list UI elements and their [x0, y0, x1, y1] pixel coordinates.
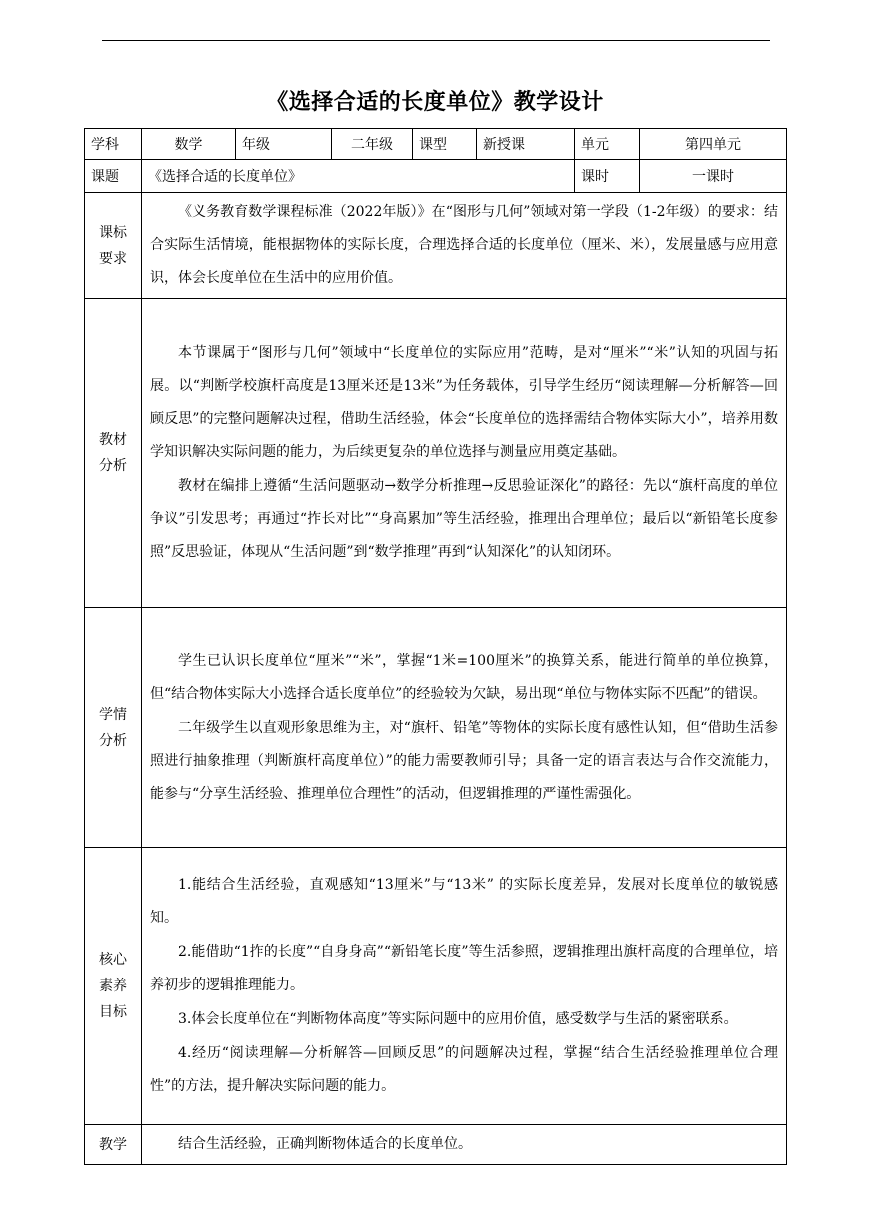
standards-label: 课标 要求: [85, 193, 142, 299]
grade-value: 二年级: [332, 129, 413, 160]
focus-label: 教学: [85, 1125, 142, 1165]
grade-label: 年级: [236, 129, 332, 160]
standards-paragraph: 《义务教育数学课程标准（2022年版）》在“图形与几何”领域对第一学段（1-2年级）的要求：结合实际生活情境，能根据物体的实际长度，合理选择合适的长度单位（厘米、米），发展量感与应用意识，体会长度单位在生活中的应用价值。: [150, 204, 778, 286]
textbook-paragraph: 本节课属于“图形与几何”领域中“长度单位的实际应用”范畴，是对“厘米”“米”认知的巩固与拓展。以“判断学校旗杆高度是13厘米还是13米”为任务载体，引导学生经历“阅读理解—分析解答—回顾反思”的完整问题解决过程，借助生活经验，体会“长度单位的选择需结合物体实际大小”，培养用数学知识解决实际问题的能力，为后续更复杂的单位选择与测量应用奠定基础。: [150, 345, 778, 460]
goal-item: 4.经历“阅读理解—分析解答—回顾反思”的问题解决过程，掌握“结合生活经验推理单位合理性”的方法，提升解决实际问题的能力。: [150, 1045, 778, 1094]
goal-item: 2.能借助“1拃的长度”“自身身高”“新铅笔长度”等生活参照，逻辑推理出旗杆高度的合理单位，培养初步的逻辑推理能力。: [150, 944, 778, 993]
goal-item: 1.能结合生活经验，直观感知“13厘米”与“13米” 的实际长度差异，发展对长度单位的敏锐感知。: [150, 877, 778, 926]
page-title: 《选择合适的长度单位》教学设计: [266, 90, 604, 115]
lesson-type-label: 课型: [413, 129, 477, 160]
textbook-label: 教材 分析: [85, 299, 142, 608]
goals-row: [85, 848, 787, 1125]
learners-content: [142, 608, 787, 848]
textbook-paragraph: 教材在编排上遵循“生活问题驱动→数学分析推理→反思验证深化”的路径：先以“旗杆高度的单位争议”引发思考；再通过“拃长对比”“身高累加”等生活经验，推理出合理单位；最后以“新铅笔长度参照”反思验证，体现从“生活问题”到“数学推理”再到“认知深化”的认知闭环。: [150, 478, 778, 560]
topic-value: 《选择合适的长度单位》: [142, 160, 575, 193]
hours-label: 课时: [575, 160, 640, 193]
topic-label: 课题: [85, 160, 142, 193]
info-row: [85, 129, 787, 160]
textbook-content: [142, 299, 787, 608]
focus-row: [85, 1125, 787, 1165]
learners-row: [85, 608, 787, 848]
learners-label: 学情 分析: [85, 608, 142, 848]
goals-label: 核心 素养 目标: [85, 848, 142, 1125]
goals-content: [142, 848, 787, 1125]
focus-content: [142, 1125, 787, 1165]
standards-row: [85, 193, 787, 299]
goal-item: 3.体会长度单位在“判断物体高度”等实际问题中的应用价值，感受数学与生活的紧密联系。: [178, 1011, 738, 1027]
lesson-plan-table: [84, 128, 787, 1165]
subject-label: 学科: [85, 129, 142, 160]
standards-content: [142, 193, 787, 299]
topic-row: [85, 160, 787, 193]
header-rule: [102, 40, 770, 41]
subject-value: 数学: [142, 129, 236, 160]
textbook-row: [85, 299, 787, 608]
learners-paragraph: 学生已认识长度单位“厘米”“米”，掌握“1米=100厘米”的换算关系，能进行简单的单位换算，但“结合物体实际大小选择合适长度单位”的经验较为欠缺，易出现“单位与物体实际不匹配”的错误。: [150, 652, 778, 702]
unit-label: 单元: [575, 129, 640, 160]
lesson-type-value: 新授课: [477, 129, 575, 160]
hours-value: 一课时: [640, 160, 787, 193]
focus-paragraph: 结合生活经验，正确判断物体适合的长度单位。: [178, 1136, 472, 1152]
learners-paragraph: 二年级学生以直观形象思维为主，对“旗杆、铅笔”等物体的实际长度有感性认知，但“借助生活参照进行抽象推理（判断旗杆高度单位）”的能力需要教师引导；具备一定的语言表达与合作交流能力，能参与“分享生活经验、推理单位合理性”的活动，但逻辑推理的严谨性需强化。: [150, 719, 778, 802]
unit-value: 第四单元: [640, 129, 787, 160]
